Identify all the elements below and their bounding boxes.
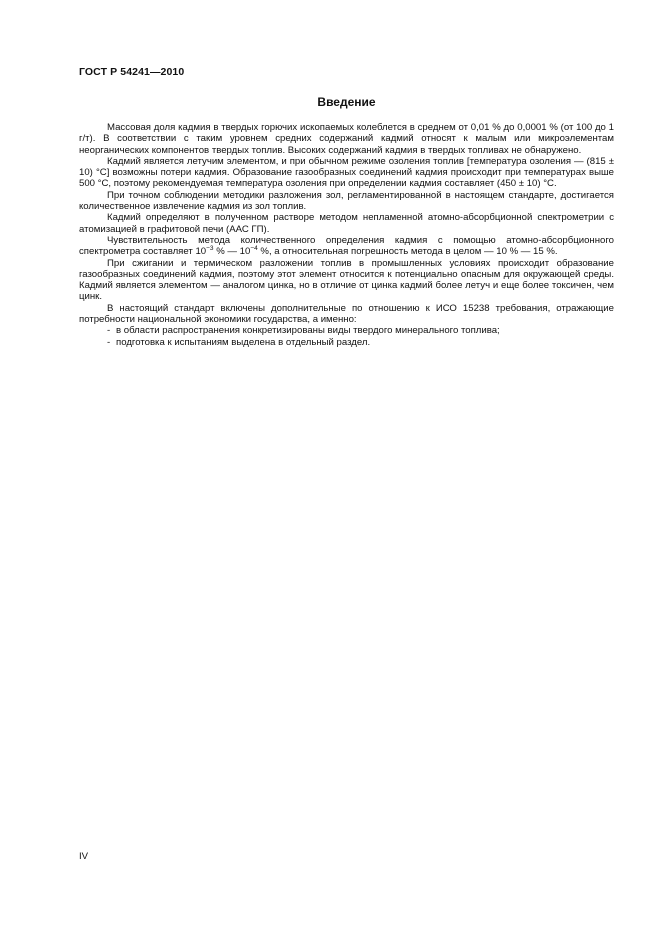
sensitivity-text-b: % — 10 [213,246,251,258]
paragraph-method-sensitivity [79,235,614,258]
section-title: Введение [317,95,376,109]
requirements-list [79,325,614,348]
list-item [79,325,614,336]
list-dash: - [107,336,111,348]
paragraph-environmental-hazard: При сжигании и термическом разложении топлив в промышленных условиях происходит образование газообразных соединений кадмия, поэтому этот элемент относится к потенциально опасным для окружающей среды. Кадмий является элементом — аналогом цинка, но в отличие от цинка кадмий более летуч и еще более токсичен, чем цинк. [79,257,614,303]
page-number: IV [79,851,89,862]
sensitivity-exponent-a: −3 [206,245,214,253]
list-item-text: в области распространения конкретизированы виды твердого минерального топлива; [116,325,500,337]
paragraph-cadmium-volatility: Кадмий является летучим элементом, и при обычном режиме озоления топлив [температура озоления — (815 ± 10) °С] возможны потери кадмия. Образование газообразных соединений кадмия происходит при температурах выше 500 °С, поэтому рекомендуемая температура озоления при определении кадмия составляет (450 ± 10) °С. [79,155,614,190]
list-item [79,337,614,348]
sensitivity-text-a: Чувствительность метода количественного определения кадмия с помощью атомно-абсорбционного спектрометра составляет 10 [79,234,614,258]
document-header: ГОСТ Р 54241—2010 [79,66,185,78]
document-body [79,122,614,348]
paragraph-additional-requirements: В настоящий стандарт включены дополнительные по отношению к ИСО 15238 требования, отражающие потребности национальной экономики государства, а именно: [79,302,614,326]
list-dash: - [107,325,111,337]
sensitivity-text-c: %, а относительная погрешность метода в целом — 10 % — 15 %. [257,246,558,258]
sensitivity-exponent-b: −4 [250,245,258,253]
paragraph-determination-method: Кадмий определяют в полученном растворе методом непламенной атомно-абсорбционной спектрометрии с атомизацией в графитовой печи (ААС ГП). [79,212,614,235]
list-item-text: подготовка к испытаниям выделена в отдельный раздел. [116,336,371,348]
paragraph-cadmium-content: Массовая доля кадмия в твердых горючих ископаемых колеблется в среднем от 0,01 % до 0,0001 % (от 100 до 1 г/т). В соответствии с таким уровнем средних содержаний кадмий относят к малым или микроэлементам неорганических компонентов твердых топлив. Высоких содержаний кадмия в твердых топливах не обнаружено. [79,122,614,156]
paragraph-ash-decomposition: При точном соблюдении методики разложения зол, регламентированной в настоящем стандарте, достигается количественное извлечение кадмия из зол топлив. [79,189,614,213]
